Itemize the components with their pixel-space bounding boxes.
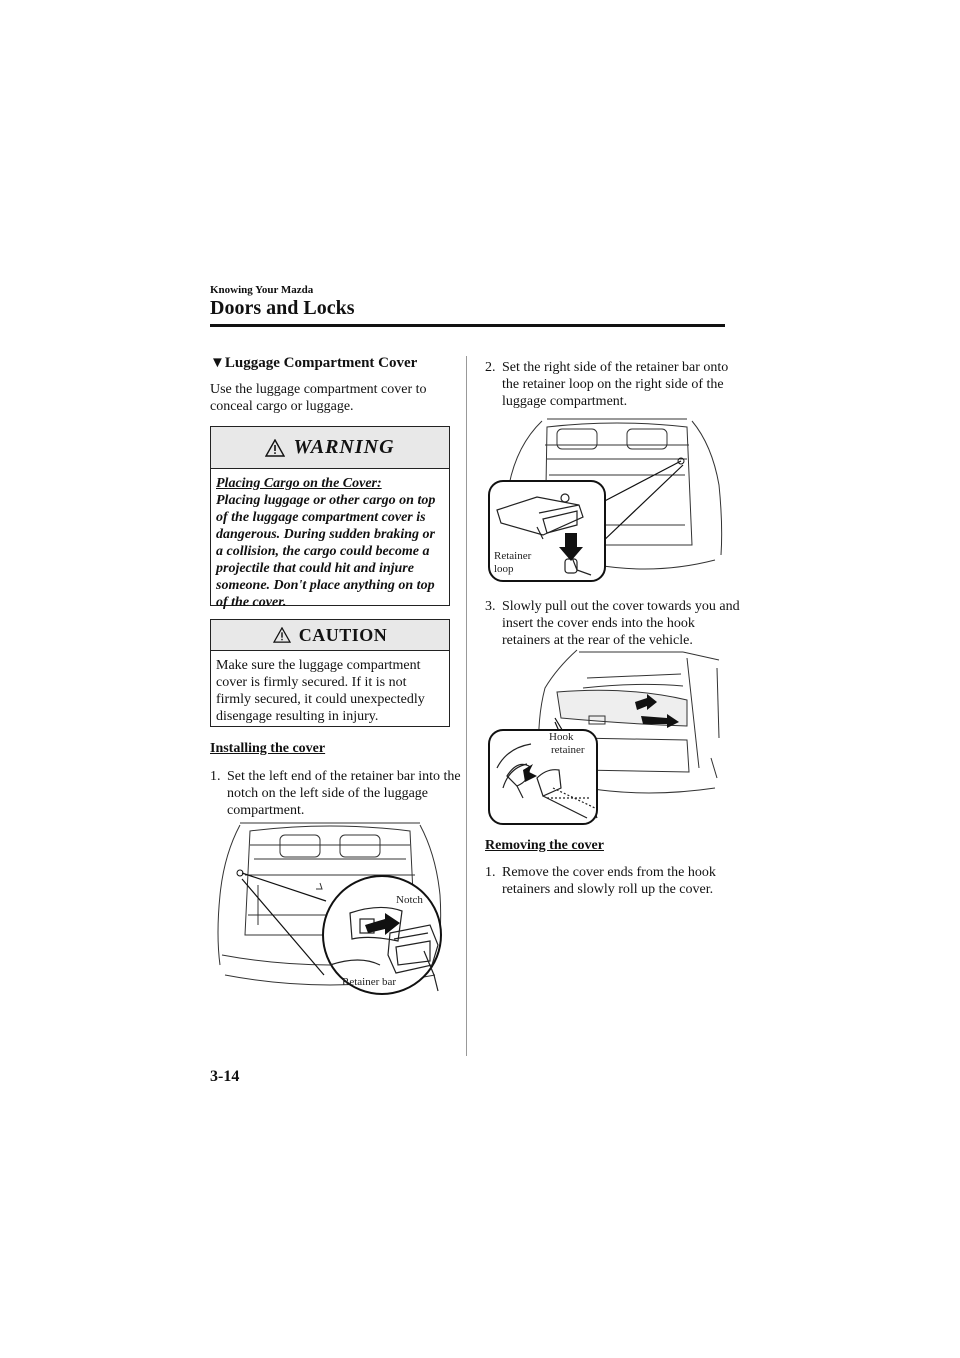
step-text: Set the left end of the retainer bar into the notch on the left side of the luggage compartment. [227,769,461,818]
step-number: 3. [485,599,496,614]
callout-retainer-line1: Retainer [494,550,532,562]
callout-retainer-loop [494,550,531,576]
step-text: Slowly pull out the cover towards you and insert the cover ends into the hook retainers at the rear of the vehicle. [502,599,740,648]
caution-box [210,619,450,727]
intro-paragraph: Use the luggage compartment cover to conceal cargo or luggage. [210,382,427,414]
step-number: 1. [210,769,221,784]
step-number: 1. [485,865,496,880]
step-remove-1 [485,864,742,898]
installing-heading: Installing the cover [210,741,326,756]
step-install-2 [485,359,742,410]
caution-header [211,620,449,651]
warning-text: Placing luggage or other cargo on top of the luggage compartment cover is dangerous. During sudden braking or a collision, the cargo could become a projectile that could hit and injure someone. Don't place anything on top of the cover. [216,493,436,610]
triangle-marker-icon: ▼ [210,355,225,371]
callout-notch: Notch [396,894,423,906]
header-rule [210,324,725,327]
removing-heading: Removing the cover [485,838,604,853]
illustration-hook-retainer [487,648,727,826]
warning-body [211,469,449,619]
warning-subtitle: Placing Cargo on the Cover: [216,476,382,491]
callout-hook-line1: Hook [549,731,574,743]
section-heading [210,355,417,372]
section-heading-text: Luggage Compartment Cover [224,355,418,371]
caution-title: CAUTION [298,624,388,645]
section-label: Knowing Your Mazda [210,284,314,296]
warning-header [211,427,449,469]
chapter-title: Doors and Locks [210,297,355,319]
step-number: 2. [485,360,496,375]
caution-triangle-icon [273,627,291,643]
column-divider [466,356,467,1056]
callout-hook-line2: retainer [551,744,585,756]
step-text: Set the right side of the retainer bar onto the retainer loop on the right side of the luggage compartment. [502,360,729,409]
warning-triangle-icon [265,439,285,457]
step-text: Remove the cover ends from the hook retainers and slowly roll up the cover. [502,865,716,897]
warning-box [210,426,450,610]
callout-hook-retainer [549,731,585,757]
step-install-3 [485,598,742,649]
warning-title: WARNING [293,436,395,458]
caution-text: Make sure the luggage compartment cover is firmly secured. If it is not firmly secured, it could unexpectedly disengage resulting in injury. [216,658,425,724]
callout-retainer-bar: Retainer bar [342,976,397,988]
page-number: 3-14 [210,1068,240,1085]
step-install-1 [210,768,467,819]
callout-retainer-line2: loop [494,563,514,575]
illustration-retainer-notch [210,815,450,1000]
